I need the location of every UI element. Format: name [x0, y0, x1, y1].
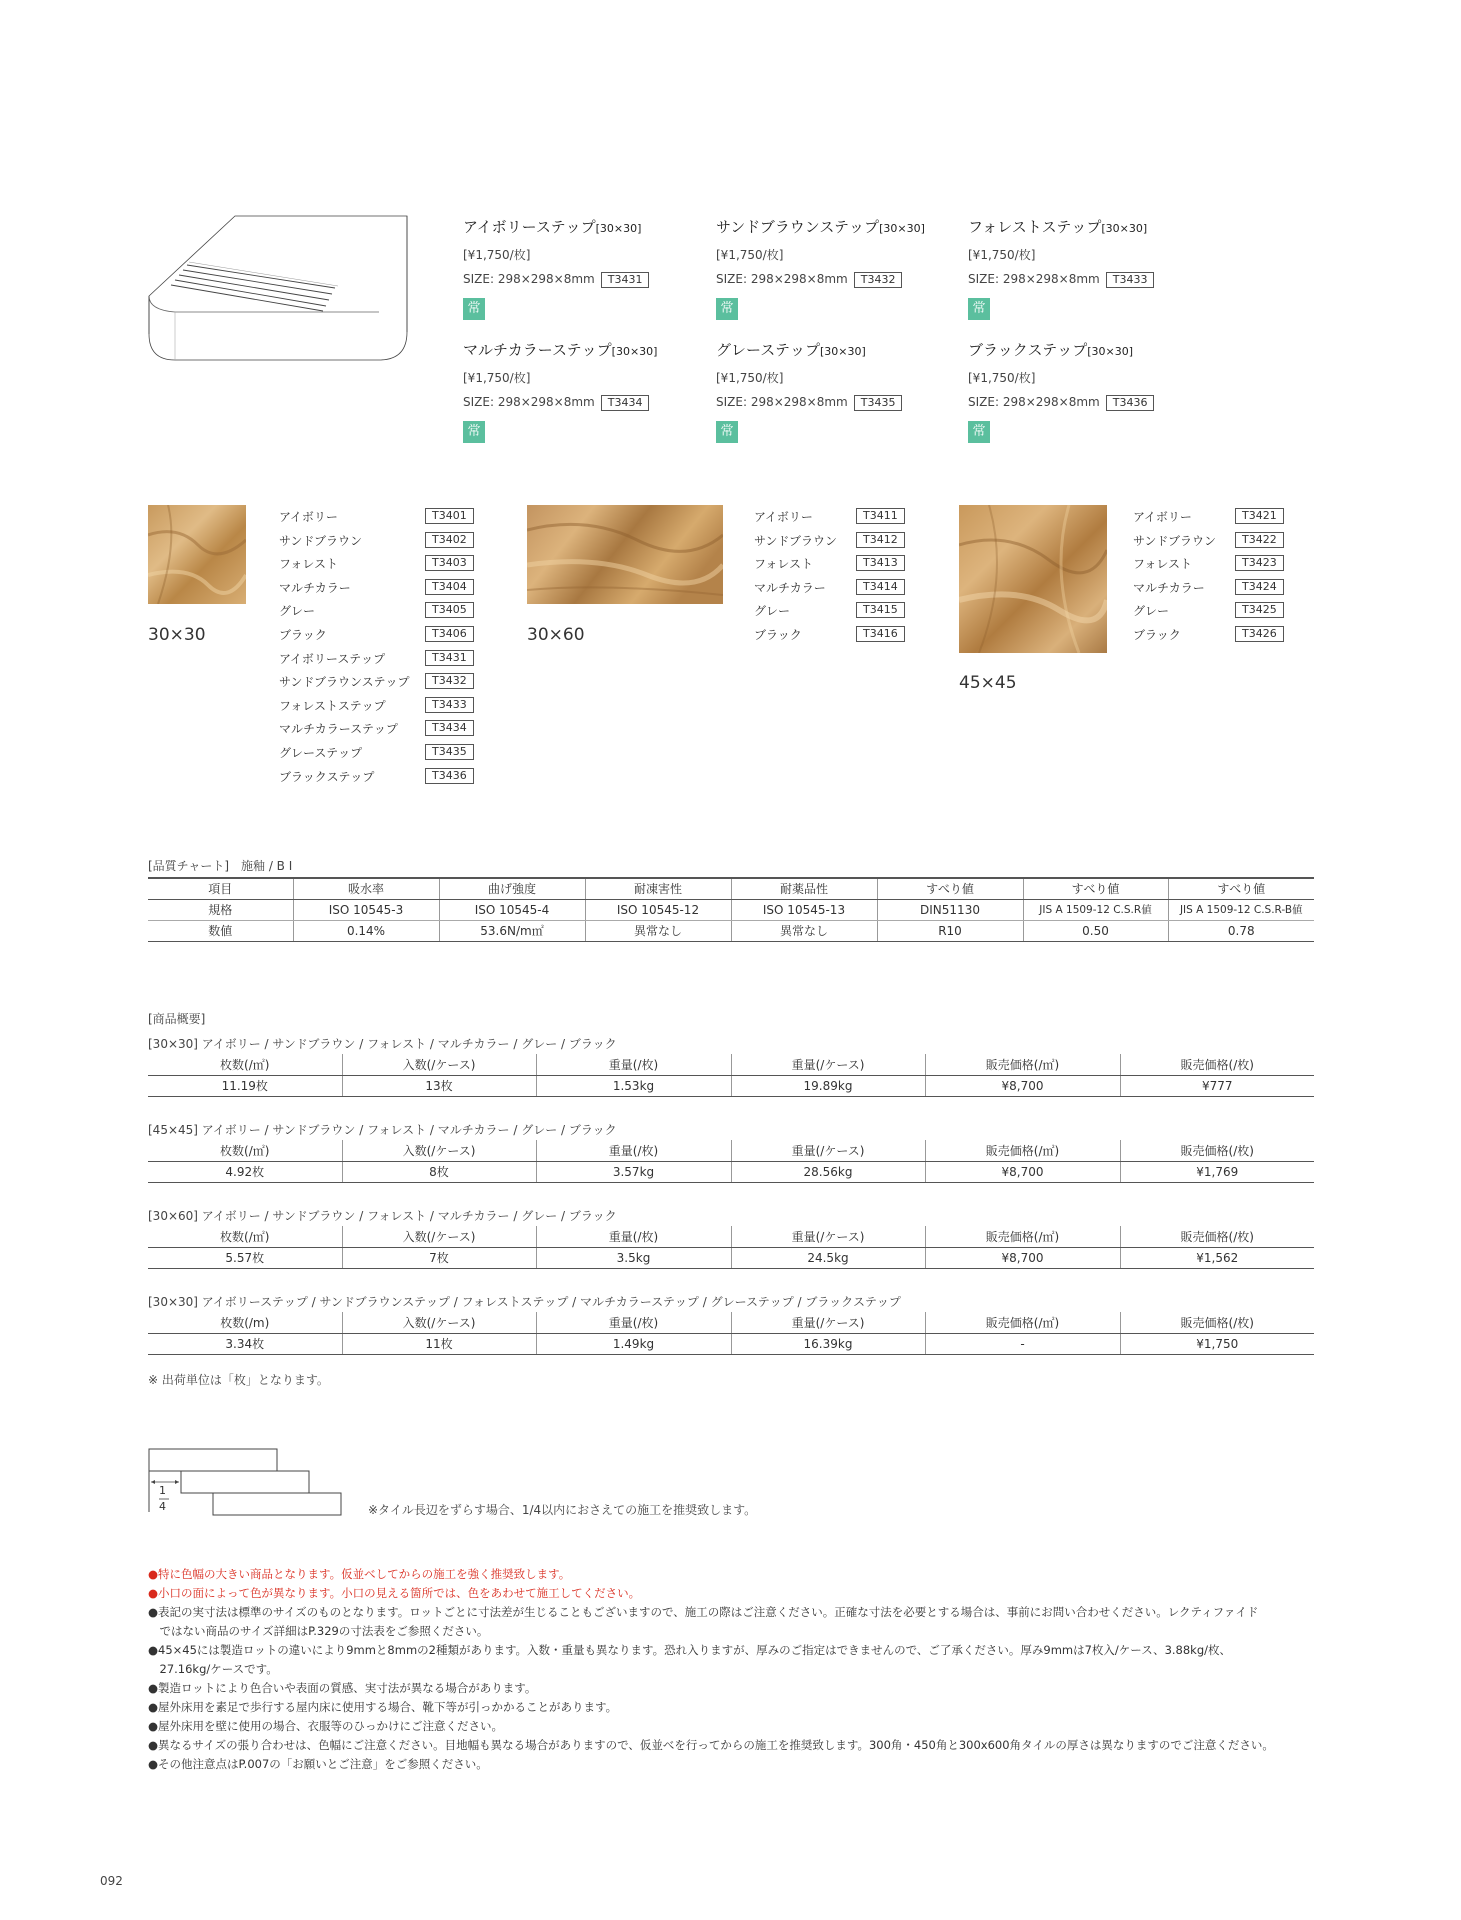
list-item: [279, 579, 479, 603]
header-cell: 販売価格(/枚): [1120, 1054, 1314, 1075]
list-item: [279, 720, 479, 744]
header-cell: 入数(/ケース): [342, 1054, 536, 1075]
header-cell: 販売価格(/㎡): [925, 1054, 1120, 1075]
regular-stock-badge: 常: [968, 421, 990, 443]
color-name: ブラック: [754, 627, 802, 642]
table-cell: ¥1,769: [1120, 1161, 1314, 1182]
color-name: フォレスト: [1133, 557, 1193, 572]
header-cell: 重量(/ケース): [731, 1226, 925, 1247]
note-red: ●小口の面によって色が異なります。小口の見える箇所では、色をあわせて施工してください。: [148, 1586, 641, 1600]
list-item: [279, 555, 479, 579]
table-cell: ISO 10545-12: [585, 899, 731, 920]
product-code: T3425: [1235, 602, 1284, 618]
header-cell: すべり値: [1168, 878, 1314, 899]
overview-caption: [30×60] アイボリー / サンドブラウン / フォレスト / マルチカラー / グレー / ブラック: [148, 1209, 617, 1223]
product-code: T3414: [856, 579, 905, 595]
product-price: [¥1,750/枚]: [968, 371, 1036, 385]
note-item: ●異なるサイズの張り合わせは、色幅にご注意ください。目地幅も異なる場合がありますので、仮並べを行ってからの施工を推奨致します。300角・450角と300x600角タイルの厚さは異なりますのでご注意ください。: [148, 1738, 1274, 1752]
overview-caption: [30×30] アイボリーステップ / サンドブラウンステップ / フォレストステップ / マルチカラーステップ / グレーステップ / ブラックステップ: [148, 1295, 901, 1309]
product-price: [¥1,750/枚]: [716, 248, 784, 262]
size-label-30x60: 30×60: [527, 625, 585, 645]
product-code: T3411: [856, 508, 905, 524]
swatch-image-30x60: [527, 505, 723, 604]
color-name: マルチカラー: [1133, 580, 1205, 595]
list-item: [754, 602, 914, 626]
table-cell: 11.19枚: [148, 1075, 342, 1096]
product-code: T3401: [425, 508, 474, 524]
overview-table-30x60: [148, 1226, 1314, 1269]
table-header-row: [148, 1226, 1314, 1247]
product-code: T3432: [425, 673, 474, 689]
header-cell: すべり値: [877, 878, 1023, 899]
list-item: [279, 602, 479, 626]
overview-table-30x30: [148, 1054, 1314, 1097]
fraction-denominator: 4: [159, 1500, 166, 1513]
step-product-ivory: [463, 216, 713, 320]
product-code: T3421: [1235, 508, 1284, 524]
list-item: [279, 673, 479, 697]
product-code: T3415: [856, 602, 905, 618]
page-number: 092: [100, 1874, 123, 1888]
product-size-tag: [30×30]: [611, 345, 658, 358]
color-name: マルチカラー: [754, 580, 826, 595]
color-name: アイボリーステップ: [279, 651, 386, 666]
color-name: マルチカラーステップ: [279, 722, 398, 737]
header-cell: 枚数(/m): [148, 1312, 342, 1333]
table-row: [148, 1247, 1314, 1268]
fraction-numerator: 1: [159, 1484, 166, 1497]
product-code: T3434: [425, 720, 474, 736]
overview-caption: [45×45] アイボリー / サンドブラウン / フォレスト / マルチカラー / グレー / ブラック: [148, 1123, 617, 1137]
table-row: [148, 1333, 1314, 1354]
product-size: SIZE: 298×298×8mm: [716, 395, 848, 409]
table-cell: 1.53kg: [536, 1075, 731, 1096]
list-item: [279, 532, 479, 556]
regular-stock-badge: 常: [716, 298, 738, 320]
table-cell: 3.5kg: [536, 1247, 731, 1268]
regular-stock-badge: 常: [463, 298, 485, 320]
color-name: グレーステップ: [279, 745, 363, 760]
product-code: T3423: [1235, 555, 1284, 571]
color-name: グレー: [1133, 604, 1170, 619]
list-item: [754, 626, 914, 650]
header-cell: 重量(/ケース): [731, 1140, 925, 1161]
color-name: サンドブラウン: [279, 533, 363, 548]
table-cell: 0.50: [1023, 920, 1168, 941]
list-item: [1133, 579, 1293, 603]
step-product-forest: [968, 216, 1218, 320]
product-size-tag: [30×30]: [879, 222, 925, 235]
header-cell: 吸水率: [293, 878, 439, 899]
list-item: [279, 697, 479, 721]
table-cell: 4.92枚: [148, 1161, 342, 1182]
table-cell: ¥777: [1120, 1075, 1314, 1096]
table-row: [148, 1075, 1314, 1096]
table-header-row: [148, 1312, 1314, 1333]
tile-offset-diagram: [148, 1448, 348, 1516]
table-cell: 数値: [148, 920, 293, 941]
header-cell: 重量(/枚): [536, 1312, 731, 1333]
quality-chart-table: [148, 877, 1314, 942]
product-code: T3436: [1106, 395, 1155, 411]
product-name: マルチカラーステップ: [463, 341, 612, 359]
list-item: [754, 555, 914, 579]
table-cell: 16.39kg: [731, 1333, 925, 1354]
step-product-black: [968, 339, 1218, 443]
color-name: サンドブラウン: [1133, 533, 1217, 548]
table-cell: DIN51130: [877, 899, 1023, 920]
swatch-image-45x45: [959, 505, 1107, 653]
table-cell: 0.14%: [293, 920, 439, 941]
regular-stock-badge: 常: [968, 298, 990, 320]
product-size: SIZE: 298×298×8mm: [968, 395, 1100, 409]
header-cell: 枚数(/㎡): [148, 1226, 342, 1247]
product-size-tag: [30×30]: [595, 222, 642, 235]
shipping-unit-footnote: ※ 出荷単位は「枚」となります。: [148, 1373, 329, 1387]
color-name: フォレスト: [754, 557, 814, 572]
header-cell: 販売価格(/㎡): [925, 1226, 1120, 1247]
list-item: [279, 650, 479, 674]
table-cell: JIS A 1509-12 C.S.R値: [1023, 899, 1168, 920]
color-name: サンドブラウン: [754, 533, 838, 548]
table-cell: 13枚: [342, 1075, 536, 1096]
step-product-sand-brown: [716, 216, 966, 320]
header-cell: 重量(/枚): [536, 1140, 731, 1161]
color-name: アイボリー: [754, 510, 813, 524]
size-label-30x30: 30×30: [148, 625, 206, 645]
swatch-list-30x30: [279, 508, 479, 791]
list-item: [1133, 626, 1293, 650]
swatch-image-30x30: [148, 505, 246, 604]
table-cell: ISO 10545-13: [731, 899, 877, 920]
table-cell: 異常なし: [731, 920, 877, 941]
product-code: T3431: [425, 650, 474, 666]
header-cell: 枚数(/㎡): [148, 1140, 342, 1161]
table-cell: 8枚: [342, 1161, 536, 1182]
product-code: T3433: [1106, 272, 1155, 288]
table-cell: 28.56kg: [731, 1161, 925, 1182]
note-item: ●45×45には製造ロットの違いにより9mmと8mmの2種類があります。入数・重量も異なります。恐れ入りますが、厚みのご指定はできませんので、ご了承ください。厚み9mmは7枚入/ケース、3.88kg/枚、: [148, 1643, 1232, 1657]
table-cell: ISO 10545-4: [439, 899, 585, 920]
quality-chart-title: [品質チャート] 施釉 / B I: [148, 859, 293, 873]
table-cell: ISO 10545-3: [293, 899, 439, 920]
product-price: [¥1,750/枚]: [463, 248, 531, 262]
table-cell: R10: [877, 920, 1023, 941]
table-cell: ¥1,562: [1120, 1247, 1314, 1268]
color-name: ブラックステップ: [279, 769, 375, 784]
table-cell: -: [925, 1333, 1120, 1354]
header-cell: 入数(/ケース): [342, 1312, 536, 1333]
header-cell: 重量(/ケース): [731, 1054, 925, 1075]
color-name: フォレスト: [279, 557, 339, 572]
list-item: [279, 626, 479, 650]
product-name: アイボリーステップ: [463, 218, 596, 236]
product-code: T3432: [854, 272, 903, 288]
product-code: T3402: [425, 532, 474, 548]
product-code: T3436: [425, 768, 474, 784]
product-code: T3434: [601, 395, 650, 411]
header-cell: 重量(/ケース): [731, 1312, 925, 1333]
table-cell: 53.6N/m㎡: [439, 920, 585, 941]
step-tile-illustration: [145, 210, 410, 365]
header-cell: 販売価格(/枚): [1120, 1140, 1314, 1161]
header-cell: 販売価格(/㎡): [925, 1312, 1120, 1333]
table-cell: ¥8,700: [925, 1161, 1120, 1182]
list-item: [1133, 508, 1293, 532]
color-name: サンドブラウンステップ: [279, 675, 410, 690]
table-cell: 1.49kg: [536, 1333, 731, 1354]
table-cell: 3.57kg: [536, 1161, 731, 1182]
header-cell: 販売価格(/枚): [1120, 1312, 1314, 1333]
product-code: T3416: [856, 626, 905, 642]
list-item: [754, 579, 914, 603]
color-name: ブラック: [279, 627, 327, 642]
list-item: [754, 532, 914, 556]
table-cell: 3.34枚: [148, 1333, 342, 1354]
header-cell: 入数(/ケース): [342, 1226, 536, 1247]
product-code: T3405: [425, 602, 474, 618]
note-item: ●製造ロットにより色合いや表面の質感、実寸法が異なる場合があります。: [148, 1681, 537, 1695]
swatch-list-30x60: [754, 508, 914, 650]
product-size: SIZE: 298×298×8mm: [463, 272, 595, 286]
table-cell: JIS A 1509-12 C.S.R-B値: [1168, 899, 1314, 920]
product-name: ブラックステップ: [968, 341, 1088, 359]
product-code: T3426: [1235, 626, 1284, 642]
header-cell: 項目: [148, 878, 293, 899]
table-cell: 19.89kg: [731, 1075, 925, 1096]
color-name: マルチカラー: [279, 580, 351, 595]
product-code: T3404: [425, 579, 474, 595]
offset-note: ※タイル長辺をずらす場合、1/4以内におさえての施工を推奨致します。: [368, 1503, 757, 1517]
product-code: T3431: [601, 272, 650, 288]
color-name: アイボリー: [279, 510, 338, 524]
product-code: T3413: [856, 555, 905, 571]
note-item: ではない商品のサイズ詳細はP.329の寸法表をご参照ください。: [148, 1624, 489, 1638]
product-size-tag: [30×30]: [1101, 222, 1148, 235]
product-price: [¥1,750/枚]: [968, 248, 1036, 262]
swatch-list-45x45: [1133, 508, 1293, 650]
table-cell: 0.78: [1168, 920, 1314, 941]
header-cell: 耐薬品性: [731, 878, 877, 899]
product-price: [¥1,750/枚]: [716, 371, 784, 385]
table-row: [148, 920, 1314, 941]
product-code: T3406: [425, 626, 474, 642]
regular-stock-badge: 常: [463, 421, 485, 443]
product-price: [¥1,750/枚]: [463, 371, 531, 385]
color-name: グレー: [754, 604, 791, 619]
note-item: ●その他注意点はP.007の「お願いとご注意」をご参照ください。: [148, 1757, 488, 1771]
table-header-row: [148, 1140, 1314, 1161]
header-cell: 重量(/枚): [536, 1054, 731, 1075]
table-cell: 7枚: [342, 1247, 536, 1268]
color-name: フォレストステップ: [279, 698, 386, 713]
table-cell: 5.57枚: [148, 1247, 342, 1268]
table-cell: ¥8,700: [925, 1247, 1120, 1268]
list-item: [279, 744, 479, 768]
header-cell: 曲げ強度: [439, 878, 585, 899]
product-code: T3435: [425, 744, 474, 760]
product-code: T3433: [425, 697, 474, 713]
table-cell: 異常なし: [585, 920, 731, 941]
note-item: ●表記の実寸法は標準のサイズのものとなります。ロットごとに寸法差が生じることもございますので、施工の際はご注意ください。正確な寸法を必要とする場合は、事前にお問い合わせください。レクティファイド: [148, 1605, 1259, 1619]
note-red: ●特に色幅の大きい商品となります。仮並べしてからの施工を強く推奨致します。: [148, 1567, 571, 1581]
overview-table-45x45: [148, 1140, 1314, 1183]
header-cell: 枚数(/㎡): [148, 1054, 342, 1075]
note-item: ●屋外床用を壁に使用の場合、衣服等のひっかけにご注意ください。: [148, 1719, 504, 1733]
notes-block: [148, 1565, 1323, 1774]
color-name: アイボリー: [1133, 510, 1192, 524]
list-item: [1133, 602, 1293, 626]
note-item: 27.16kg/ケースです。: [148, 1662, 278, 1676]
product-size-tag: [30×30]: [819, 345, 866, 358]
table-row: [148, 1161, 1314, 1182]
header-cell: 重量(/枚): [536, 1226, 731, 1247]
table-header-row: [148, 1054, 1314, 1075]
product-size: SIZE: 298×298×8mm: [463, 395, 595, 409]
product-code: T3422: [1235, 532, 1284, 548]
product-size: SIZE: 298×298×8mm: [968, 272, 1100, 286]
product-size-tag: [30×30]: [1087, 345, 1134, 358]
step-product-multicolor: [463, 339, 713, 443]
header-cell: 耐凍害性: [585, 878, 731, 899]
overview-title: [商品概要]: [148, 1012, 206, 1026]
table-header-row: [148, 878, 1314, 899]
regular-stock-badge: 常: [716, 421, 738, 443]
product-name: グレーステップ: [716, 341, 820, 359]
list-item: [1133, 532, 1293, 556]
color-name: グレー: [279, 604, 316, 619]
list-item: [279, 508, 479, 532]
list-item: [754, 508, 914, 532]
header-cell: すべり値: [1023, 878, 1168, 899]
step-product-gray: [716, 339, 966, 443]
product-size: SIZE: 298×298×8mm: [716, 272, 848, 286]
product-code: T3435: [854, 395, 903, 411]
overview-table-steps: [148, 1312, 1314, 1355]
size-label-45x45: 45×45: [959, 673, 1017, 693]
product-name: サンドブラウンステップ: [716, 218, 880, 236]
list-item: [279, 768, 479, 792]
table-cell: 11枚: [342, 1333, 536, 1354]
table-cell: ¥8,700: [925, 1075, 1120, 1096]
overview-caption: [30×30] アイボリー / サンドブラウン / フォレスト / マルチカラー / グレー / ブラック: [148, 1037, 617, 1051]
list-item: [1133, 555, 1293, 579]
header-cell: 入数(/ケース): [342, 1140, 536, 1161]
note-item: ●屋外床用を素足で歩行する屋内床に使用する場合、靴下等が引っかかることがあります。: [148, 1700, 618, 1714]
color-name: ブラック: [1133, 627, 1181, 642]
product-code: T3403: [425, 555, 474, 571]
header-cell: 販売価格(/㎡): [925, 1140, 1120, 1161]
table-row: [148, 899, 1314, 920]
table-cell: 24.5kg: [731, 1247, 925, 1268]
table-cell: ¥1,750: [1120, 1333, 1314, 1354]
product-code: T3412: [856, 532, 905, 548]
product-name: フォレストステップ: [968, 218, 1102, 236]
table-cell: 規格: [148, 899, 293, 920]
header-cell: 販売価格(/枚): [1120, 1226, 1314, 1247]
product-code: T3424: [1235, 579, 1284, 595]
